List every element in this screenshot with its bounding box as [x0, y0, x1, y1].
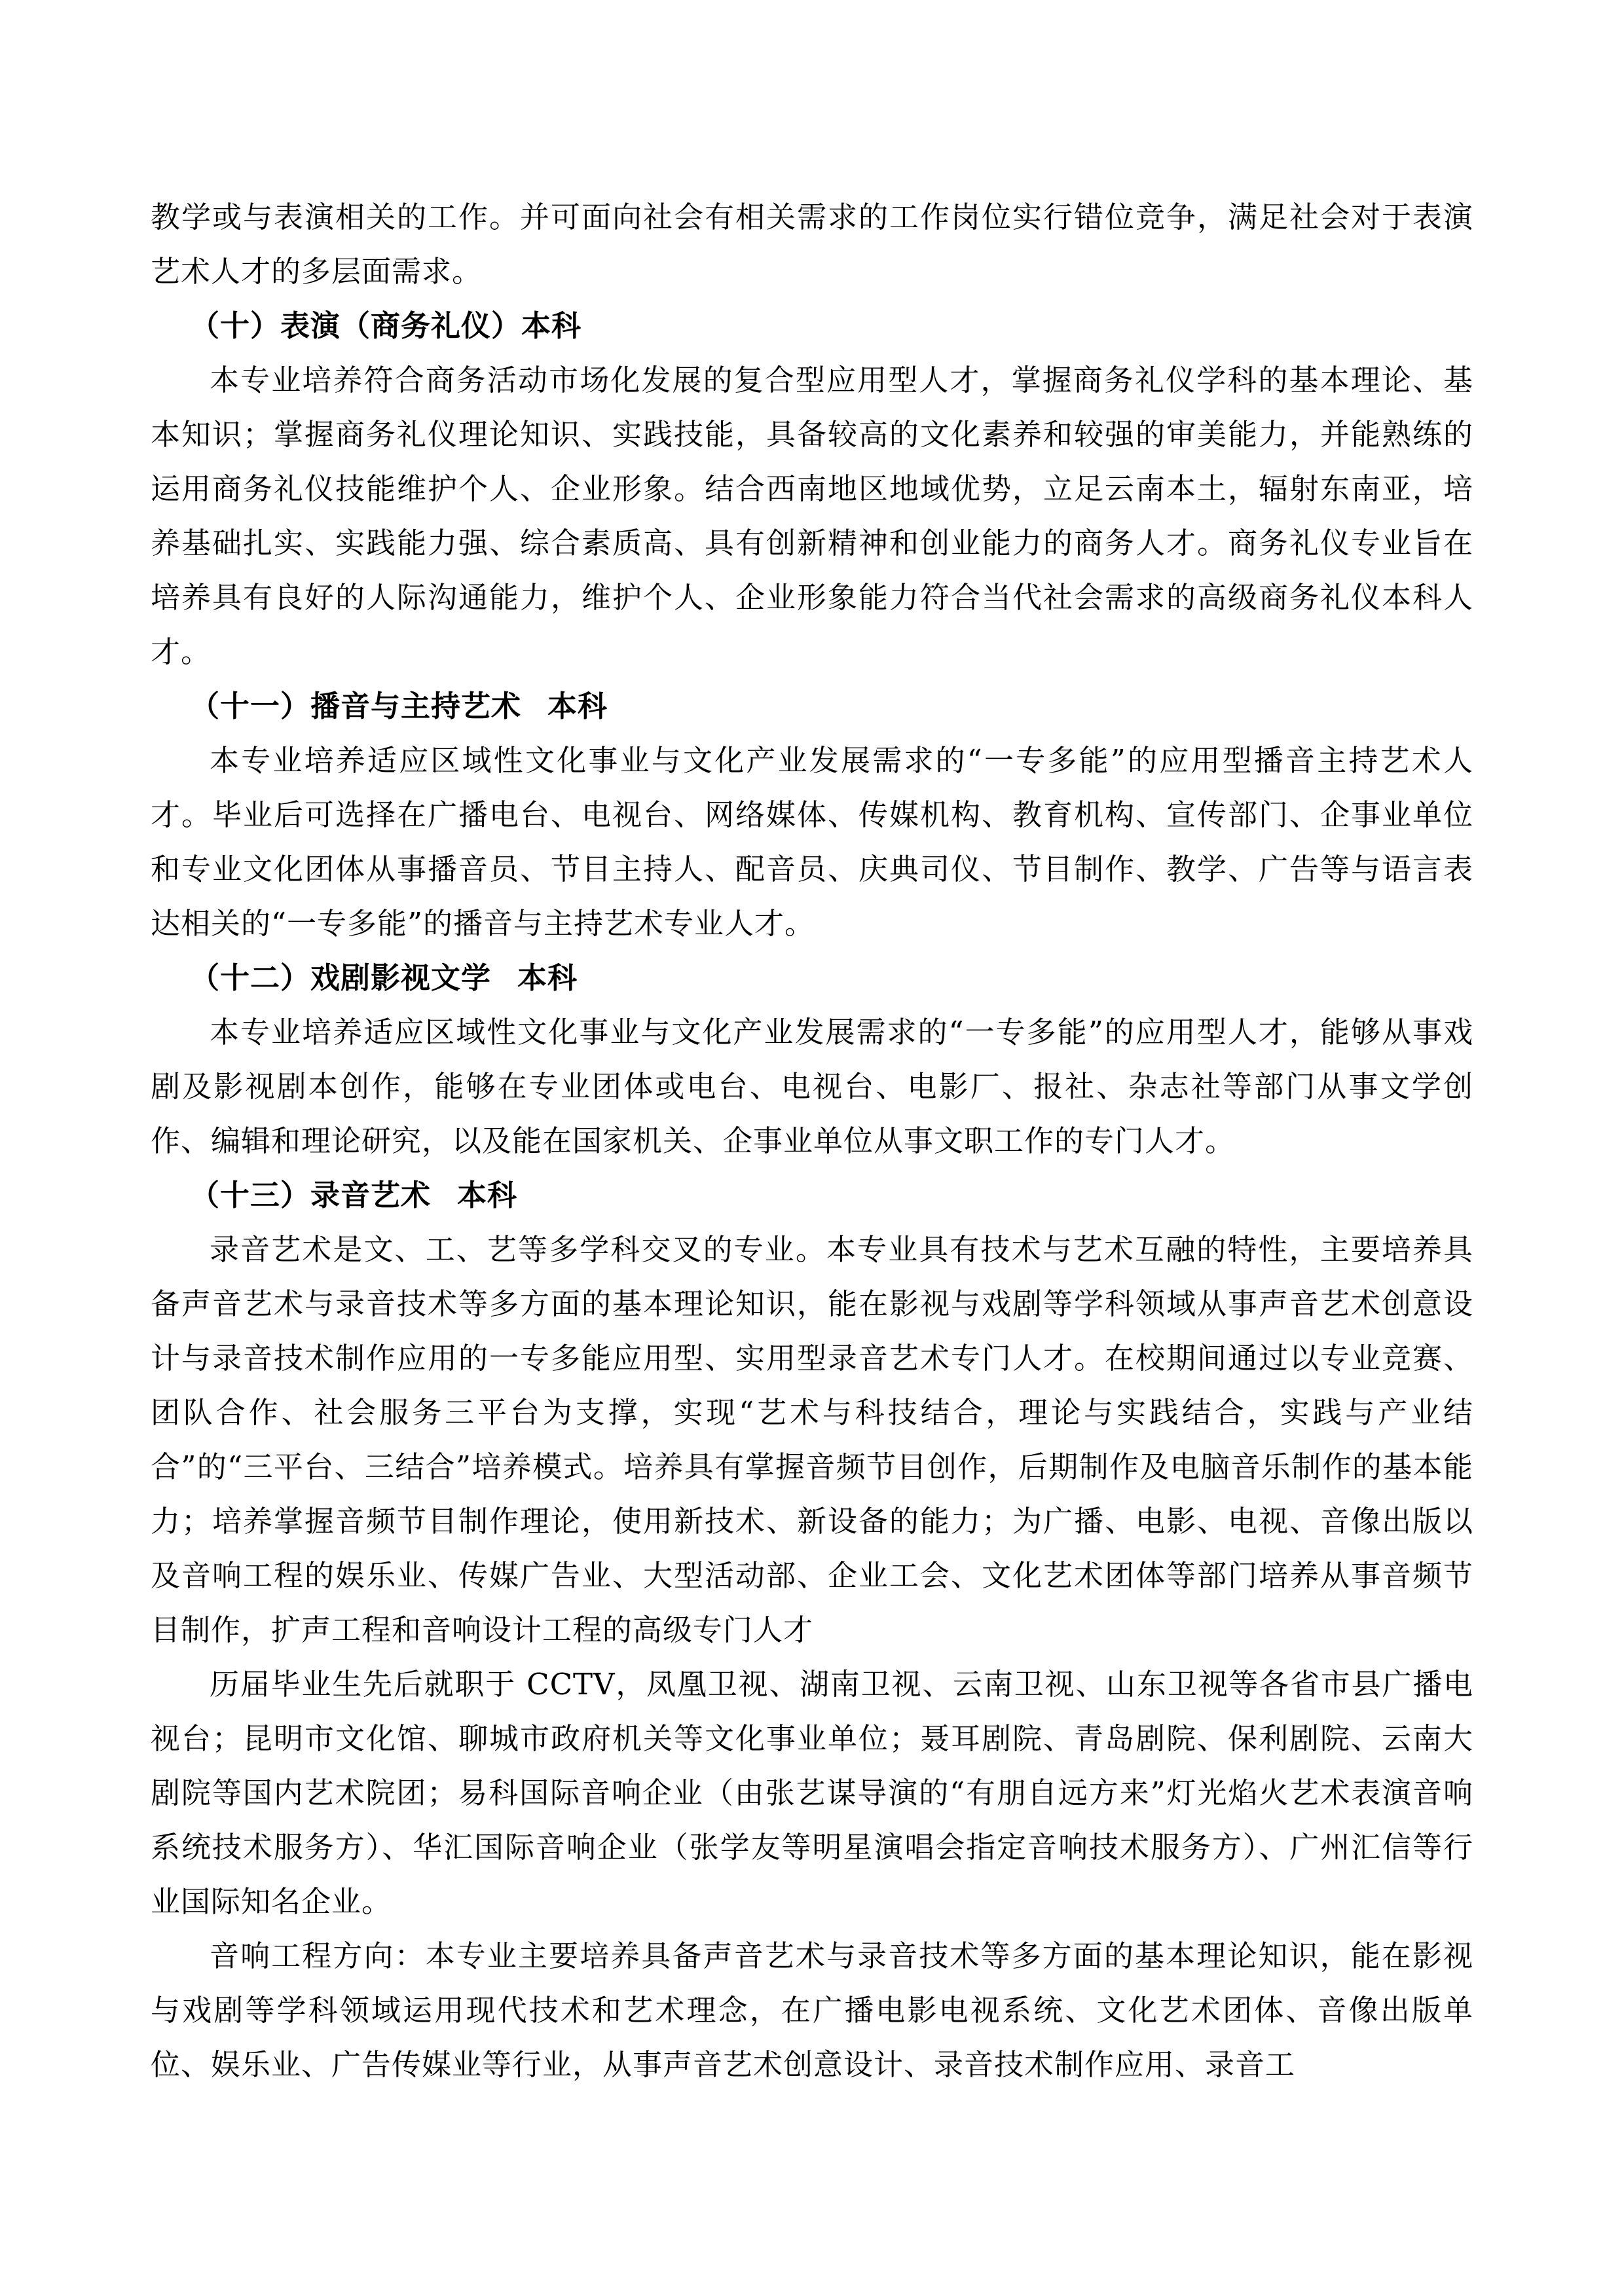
section-heading-10 [151, 299, 1473, 353]
document-body [151, 190, 1473, 2092]
section-13-paragraph-2: 历届毕业生先后就职于 CCTV，凤凰卫视、湖南卫视、云南卫视、山东卫视等各省市县广播电视台；昆明市文化馆、聊城市政府机关等文化事业单位；聂耳剧院、青岛剧院、保利剧院、云南大剧院等国内艺术院团；易科国际音响企业（由张艺谋导演的“有朋自远方来”灯光焰火艺术表演音响系统技术服务方）、华汇国际音响企业（张学友等明星演唱会指定音响技术服务方）、广州汇信等行业国际知名企业。 [151, 1667, 1473, 1919]
section-heading-10-title: （十）表演（商务礼仪）本科 [190, 308, 582, 343]
section-13-paragraph-1: 录音艺术是文、工、艺等多学科交叉的专业。本专业具有技术与艺术互融的特性，主要培养具备声音艺术与录音技术等多方面的基本理论知识，能在影视与戏剧等学科领域从事声音艺术创意设计与录音技术制作应用的一专多能应用型、实用型录音艺术专门人才。在校期间通过以专业竞赛、团队合作、社会服务三平台为支撑，实现“艺术与科技结合，理论与实践结合，实践与产业结合”的“三平台、三结合”培养模式。培养具有掌握音频节目创作，后期制作及电脑音乐制作的基本能力；培养掌握音频节目制作理论，使用新技术、新设备的能力；为广播、电影、电视、音像出版以及音响工程的娱乐业、传媒广告业、大型活动部、企业工会、文化艺术团体等部门培养从事音频节目制作，扩声工程和音响设计工程的高级专门人才 [151, 1232, 1473, 1647]
section-10-paragraph-1: 本专业培养符合商务活动市场化发展的复合型应用型人才，掌握商务礼仪学科的基本理论、基本知识；掌握商务礼仪理论知识、实践技能，具备较高的文化素养和较强的审美能力，并能熟练的运用商务礼仪技能维护个人、企业形象。结合西南地区地域优势，立足云南本土，辐射东南亚，培养基础扎实、实践能力强、综合素质高、具有创新精神和创业能力的商务人才。商务礼仪专业旨在培养具有良好的人际沟通能力，维护个人、企业形象能力符合当代社会需求的高级商务礼仪本科人才。 [151, 363, 1473, 669]
section-heading-13-suffix: 本科 [457, 1178, 518, 1212]
section-heading-13 [151, 1168, 1473, 1222]
section-heading-11 [151, 679, 1473, 733]
section-heading-11-suffix: 本科 [547, 689, 608, 723]
section-heading-12-title: （十二）戏剧影视文学 [190, 960, 492, 995]
section-12-paragraph-1: 本专业培养适应区域性文化事业与文化产业发展需求的“一专多能”的应用型人才，能够从事戏剧及影视剧本创作，能够在专业团体或电台、电视台、电影厂、报社、杂志社等部门从事文学创作、编辑和理论研究，以及能在国家机关、企事业单位从事文职工作的专门人才。 [151, 1015, 1473, 1158]
continuation-paragraph: 教学或与表演相关的工作。并可面向社会有相关需求的工作岗位实行错位竞争，满足社会对于表演艺术人才的多层面需求。 [151, 200, 1473, 289]
section-heading-12-suffix: 本科 [517, 960, 578, 995]
section-13-paragraph-3: 音响工程方向：本专业主要培养具备声音艺术与录音技术等多方面的基本理论知识，能在影视与戏剧等学科领域运用现代技术和艺术理念，在广播电影电视系统、文化艺术团体、音像出版单位、娱乐业、广告传媒业等行业，从事声音艺术创意设计、录音技术制作应用、录音工 [151, 1939, 1473, 2082]
section-heading-11-title: （十一）播音与主持艺术 [190, 689, 522, 723]
section-11-paragraph-1: 本专业培养适应区域性文化事业与文化产业发展需求的“一专多能”的应用型播音主持艺术人才。毕业后可选择在广播电台、电视台、网络媒体、传媒机构、教育机构、宣传部门、企事业单位和专业文化团体从事播音员、节目主持人、配音员、庆典司仪、节目制作、教学、广告等与语言表达相关的“一专多能”的播音与主持艺术专业人才。 [151, 743, 1473, 941]
section-heading-12 [151, 951, 1473, 1005]
section-heading-13-title: （十三）录音艺术 [190, 1178, 432, 1212]
